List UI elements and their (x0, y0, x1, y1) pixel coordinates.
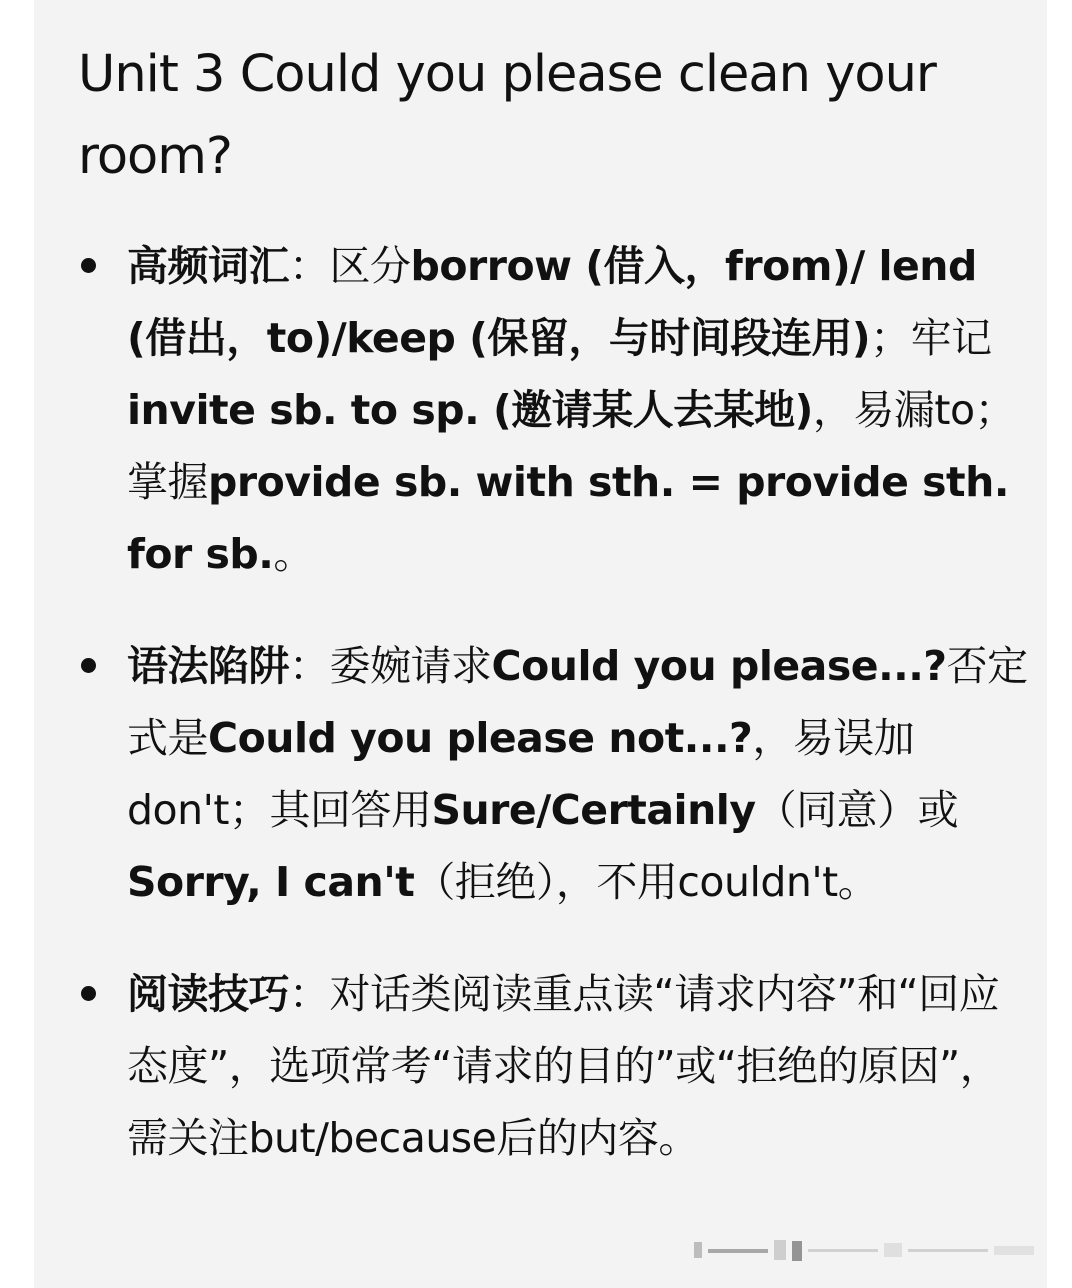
bullet-text: 区分 (329, 242, 411, 290)
bullet-text: （拒绝），不用couldn't。 (414, 858, 879, 906)
bullet-text: （同意）或 (755, 786, 959, 834)
bullet-separator: ： (289, 642, 330, 690)
bullet-text-bold: Sorry, I can't (127, 858, 415, 906)
bullet-label: 阅读技巧 (127, 970, 289, 1018)
bullet-text-bold: provide sb. with sth. = provide sth. for sb. (127, 458, 1009, 578)
bullet-text: 对话类阅读重点读“请求内容”和“回应态度”，选项常考“请求的目的”或“拒绝的原因”，需关注but/because后的内容。 (127, 970, 1001, 1162)
bullet-vocabulary (78, 230, 1028, 590)
bullet-text: 。 (273, 530, 314, 578)
bullet-dot-icon (81, 658, 96, 673)
bullet-text: ，易漏to；掌握 (127, 386, 1016, 506)
bullet-text-bold: Could you please not...? (208, 714, 753, 762)
bullet-text: 否定式是 (127, 642, 1028, 762)
bullet-reading (78, 958, 1028, 1174)
bullet-text: 委婉请求 (329, 642, 492, 690)
bullet-dot-icon (81, 986, 96, 1001)
bullet-dot-icon (81, 258, 96, 273)
bullet-text-bold: invite sb. to sp. (邀请某人去某地) (127, 386, 813, 434)
bullet-text: ；牢记 (870, 314, 992, 362)
bullet-text-bold: Sure/Certainly (431, 786, 756, 834)
page-title: Unit 3 Could you please clean your room? (78, 45, 936, 186)
key-points-list (78, 230, 1028, 1214)
bullet-grammar (78, 630, 1028, 918)
bullet-label: 高频词汇 (127, 242, 289, 290)
bullet-label: 语法陷阱 (127, 642, 289, 690)
bullet-text-bold: borrow (借入，from)/ lend (借出，to)/keep (保留，与时间段连用) (127, 242, 977, 362)
bullet-text: ，易误加don't；其回答用 (127, 714, 915, 834)
watermark-logo (684, 1238, 1046, 1264)
bullet-separator: ： (289, 242, 330, 290)
bullet-separator: ： (289, 970, 330, 1018)
bullet-text-bold: Could you please...? (491, 642, 947, 690)
document-page (34, 0, 1047, 1288)
